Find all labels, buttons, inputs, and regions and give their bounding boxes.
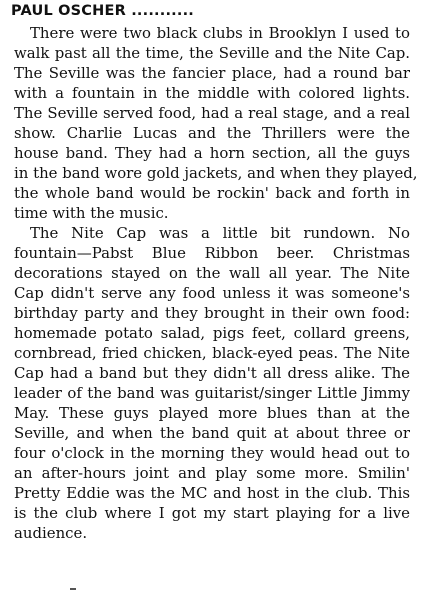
- paragraph-2-line-6: homemade potato salad, pigs feet, collard greens,: [14, 324, 410, 342]
- paragraph-2-line-5: birthday party and they brought in their own food:: [14, 304, 410, 322]
- author-name: PAUL OSCHER: [11, 3, 126, 19]
- paragraph-1-line-1: There were two black clubs in Brooklyn I used to: [30, 24, 410, 42]
- paragraph-2-line-3: decorations stayed on the wall all year. The Nite: [14, 264, 410, 282]
- paragraph-2-line-14: Pretty Eddie was the MC and host in the club. This: [14, 484, 410, 502]
- paragraph-2-line-13: an after-hours joint and play some more. Smilin': [14, 464, 410, 482]
- paragraph-2-line-12: four o'clock in the morning they would head out to: [14, 444, 410, 462]
- paragraph-2-line-9: leader of the band was guitarist/singer Little Jimmy: [14, 384, 410, 402]
- paragraph-2-line-11: Seville, and when the band quit at about three or: [14, 424, 410, 442]
- paragraph-1-line-5: The Seville served food, had a real stage, and a real: [14, 104, 410, 122]
- scan-mark: [70, 588, 76, 590]
- paragraph-1-line-4: with a fountain in the middle with colored lights.: [14, 84, 410, 102]
- paragraph-1-line-2: walk past all the time, the Seville and the Nite Cap.: [14, 44, 410, 62]
- paragraph-1-line-3: The Seville was the fancier place, had a round bar: [14, 64, 410, 82]
- paragraph-2-line-8: Cap had a band but they didn't all dress alike. The: [14, 364, 410, 382]
- paragraph-1-line-6: show. Charlie Lucas and the Thrillers were the: [14, 124, 410, 142]
- paragraph-2-line-1: The Nite Cap was a little bit rundown. No: [30, 224, 410, 242]
- paragraph-2-line-7: cornbread, fried chicken, black-eyed peas. The Nite: [14, 344, 410, 362]
- paragraph-1-line-8: in the band wore gold jackets, and when they played,: [14, 164, 418, 182]
- paragraph-2-line-15: is the club where I got my start playing for a live: [14, 504, 410, 522]
- paragraph-2-line-16: audience.: [14, 524, 88, 542]
- paragraph-2-line-4: Cap didn't serve any food unless it was someone's: [14, 284, 410, 302]
- paragraph-1-line-7: house band. They had a horn section, all the guys: [14, 144, 410, 162]
- paragraph-2-line-10: May. These guys played more blues than at the: [14, 404, 410, 422]
- heading-dots: ...........: [131, 3, 194, 19]
- paragraph-1-line-9: the whole band would be rockin' back and forth in: [14, 184, 410, 202]
- paragraph-1-line-10: time with the music.: [14, 204, 169, 222]
- paragraph-2-line-2: fountain—Pabst Blue Ribbon beer. Christmas: [14, 244, 410, 262]
- running-heading: [11, 3, 194, 20]
